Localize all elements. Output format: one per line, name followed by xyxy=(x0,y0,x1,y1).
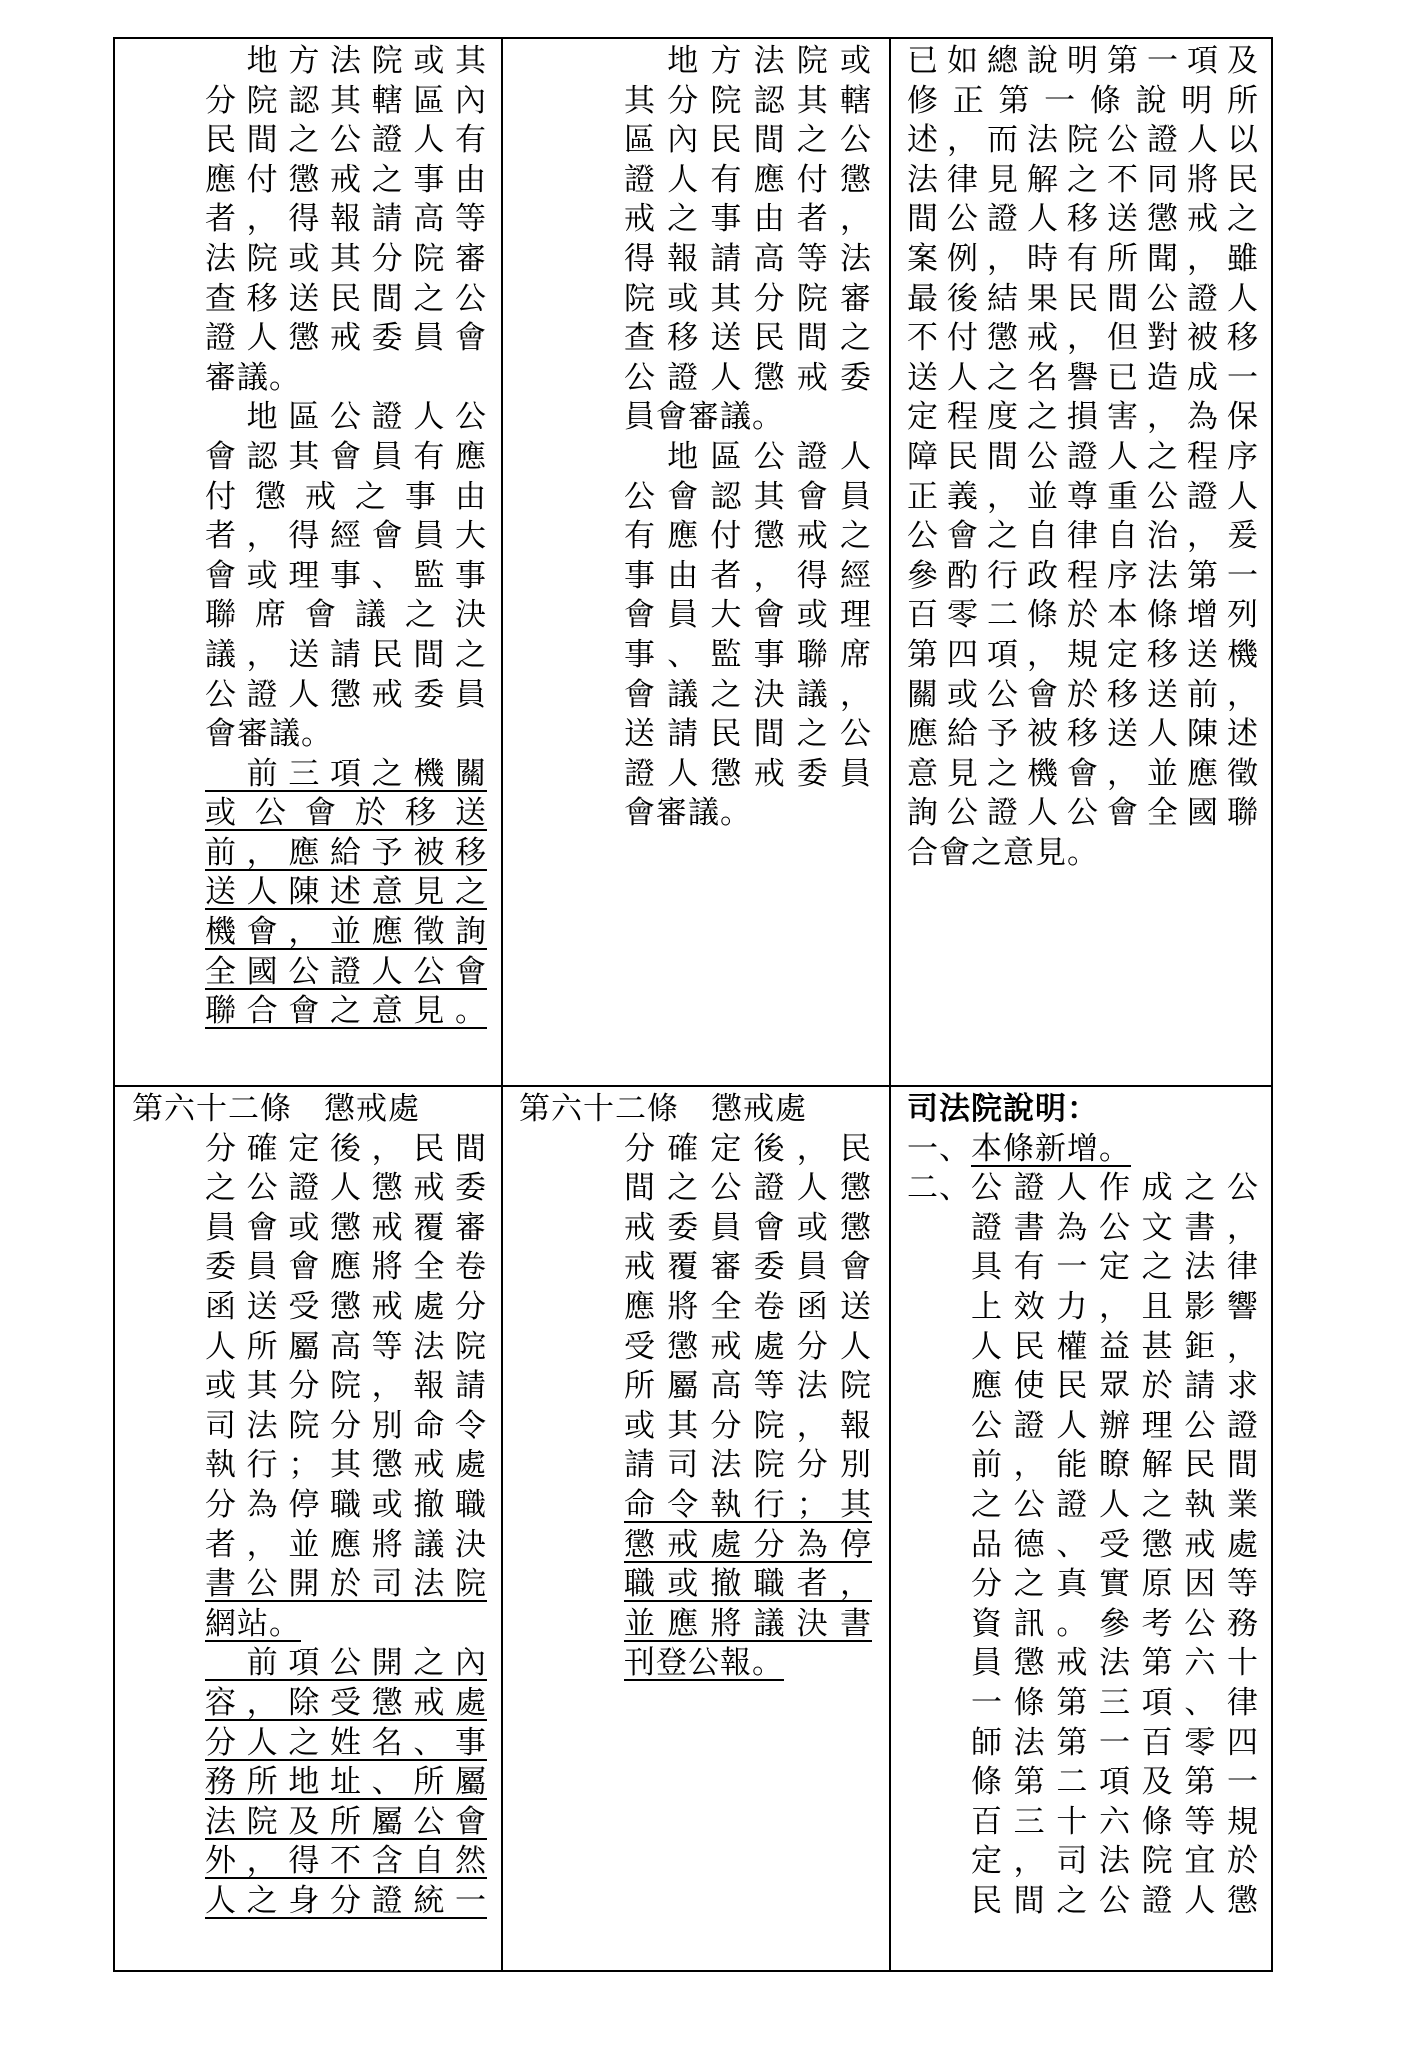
row1-explanation-cell xyxy=(907,42,1259,873)
text-line: 品德、受懲戒處 xyxy=(971,1526,1259,1563)
text-line: 證人懲戒委員會 xyxy=(205,320,487,357)
text-line: 會員大會或理 xyxy=(624,597,872,634)
text-line: 送請民間之公 xyxy=(624,716,872,753)
text-line: 會認其會員有應 xyxy=(205,438,487,475)
text-line: 分為停職或撤職 xyxy=(205,1486,487,1523)
text-line: 戒覆審委員會 xyxy=(624,1249,872,1286)
text-line: 應給予被移送人陳述 xyxy=(907,716,1259,753)
text-line: 之公證人懲戒委 xyxy=(205,1170,487,1207)
text-line: 職或撤職者， xyxy=(624,1566,872,1603)
text-line: 第四項，規定移送機 xyxy=(907,636,1259,673)
text-line: 述，而法院公證人以 xyxy=(907,122,1259,159)
explanation-heading: 司法院說明： xyxy=(907,1091,1099,1127)
text-line: 前項公開之內 xyxy=(205,1645,487,1682)
text-line: 並應將議決書 xyxy=(624,1605,872,1642)
text-line: 間之公證人懲 xyxy=(624,1170,872,1207)
text-line: 有應付懲戒之 xyxy=(624,518,872,555)
text-line: 公證人懲戒委 xyxy=(624,359,872,396)
text-line: 具有一定之法律 xyxy=(971,1249,1259,1286)
text-line: 分確定後，民 xyxy=(624,1130,872,1167)
text-line: 司法院分別命令 xyxy=(205,1407,487,1444)
text-line: 書公開於司法院 xyxy=(205,1566,487,1603)
text-line: 得報請高等法 xyxy=(624,240,872,277)
text-line: 應將全卷函送 xyxy=(624,1288,872,1325)
text-line: 其分院認其轄 xyxy=(624,82,872,119)
text-line: 員懲戒法第六十 xyxy=(971,1645,1259,1682)
text-line: 上效力，且影響 xyxy=(971,1288,1259,1325)
item-number: 一、 xyxy=(907,1130,971,1167)
text-line: 員會審議。 xyxy=(624,399,784,436)
text-line: 關或公會於移送前， xyxy=(907,676,1259,713)
text-line: 證書為公文書， xyxy=(971,1209,1259,1246)
text-line: 公會之自律自治，爰 xyxy=(907,518,1259,555)
text-line: 查移送民間之 xyxy=(624,320,872,357)
text-line: 分確定後，民間 xyxy=(205,1130,487,1167)
text-line: 應使民眾於請求 xyxy=(971,1368,1259,1405)
text-line: 公會認其會員 xyxy=(624,478,872,515)
row1-amended-text-cell xyxy=(205,42,487,1032)
text-line: 網站。 xyxy=(205,1605,301,1642)
text-line: 人之身分證統一 xyxy=(205,1882,487,1919)
text-line: 地區公證人公 xyxy=(205,399,487,436)
text-line: 外，得不含自然 xyxy=(205,1843,487,1880)
text-line: 議，送請民間之 xyxy=(205,636,487,673)
text-line: 資訊。參考公務 xyxy=(971,1605,1259,1642)
text-line: 民間之公證人有 xyxy=(205,122,487,159)
text-line: 務所地址、所屬 xyxy=(205,1764,487,1801)
text-line: 區內民間之公 xyxy=(624,122,872,159)
text-line: 證人懲戒委員 xyxy=(624,755,872,792)
text-line: 容，除受懲戒處 xyxy=(205,1684,487,1721)
text-line: 法律見解之不同將民 xyxy=(907,161,1259,198)
text-line: 條第二項及第一 xyxy=(971,1764,1259,1801)
text-line: 刊登公報。 xyxy=(624,1645,784,1682)
article-body xyxy=(624,1130,872,1684)
text-line: 者，得經會員大 xyxy=(205,518,487,555)
explanation-item-2 xyxy=(907,1169,1259,1209)
text-line: 人民權益甚鉅， xyxy=(971,1328,1259,1365)
text-line: 人所屬高等法院 xyxy=(205,1328,487,1365)
text-line: 或其分院，報請 xyxy=(205,1368,487,1405)
article-heading: 第六十二條 懲戒處 xyxy=(132,1091,420,1127)
text-line: 公證人辦理公證 xyxy=(971,1407,1259,1444)
text-line: 懲戒處分為停 xyxy=(624,1526,872,1563)
text-line: 前三項之機關 xyxy=(205,755,487,792)
text-line: 執行；其懲戒處 xyxy=(205,1447,487,1484)
text-line: 修正第一條說明所 xyxy=(907,82,1259,119)
row1-current-text-cell xyxy=(624,42,872,834)
text-line: 機會，並應徵詢 xyxy=(205,914,487,951)
article-heading: 第六十二條 懲戒處 xyxy=(519,1091,807,1127)
text-line: 分人之姓名、事 xyxy=(205,1724,487,1761)
text-line: 會或理事、監事 xyxy=(205,557,487,594)
row2-amended-text-cell xyxy=(132,1090,486,1921)
text-line: 或其分院，報 xyxy=(624,1407,872,1444)
text-line: 定，司法院宜於 xyxy=(971,1843,1259,1880)
text-line: 受懲戒處分人 xyxy=(624,1328,872,1365)
text-line: 請司法院分別 xyxy=(624,1447,872,1484)
column-divider-1 xyxy=(501,37,503,1972)
text-line: 證人有應付懲 xyxy=(624,161,872,198)
text-line: 者，並應將議決 xyxy=(205,1526,487,1563)
text-line: 地區公證人 xyxy=(624,438,872,475)
text-line: 公證人懲戒委員 xyxy=(205,676,487,713)
text-line: 詢公證人公會全國聯 xyxy=(907,795,1259,832)
text-line: 百三十六條等規 xyxy=(971,1803,1259,1840)
text-line: 聯席會議之決 xyxy=(205,597,487,634)
text-line: 者，得報請高等 xyxy=(205,201,487,238)
text-line: 命令執行；其 xyxy=(624,1486,872,1523)
text-line: 參酌行政程序法第一 xyxy=(907,557,1259,594)
text-line: 不付懲戒，但對被移 xyxy=(907,320,1259,357)
column-divider-2 xyxy=(889,37,891,1972)
text-line: 送人陳述意見之 xyxy=(205,874,487,911)
text-line: 戒之事由者， xyxy=(624,201,872,238)
text-line: 一條第三項、律 xyxy=(971,1684,1259,1721)
text-line: 正義，並尊重公證人 xyxy=(907,478,1259,515)
text-line: 戒委員會或懲 xyxy=(624,1209,872,1246)
item-text: 本條新增。 xyxy=(971,1130,1131,1167)
article-body xyxy=(205,1130,487,1922)
text-line: 送人之名譽已造成一 xyxy=(907,359,1259,396)
text-line: 付懲戒之事由 xyxy=(205,478,487,515)
text-line: 法院及所屬公會 xyxy=(205,1803,487,1840)
item-text: 公證人作成之公 xyxy=(971,1170,1259,1207)
text-line: 前，能瞭解民間 xyxy=(971,1447,1259,1484)
item-number: 二、 xyxy=(907,1170,971,1207)
text-line: 間公證人移送懲戒之 xyxy=(907,201,1259,238)
text-line: 審議。 xyxy=(205,359,301,396)
text-line: 已如總說明第一項及 xyxy=(907,43,1259,79)
text-line: 地方法院或 xyxy=(624,43,872,79)
explanation-item-2-body xyxy=(971,1209,1259,1922)
text-line: 事、監事聯席 xyxy=(624,636,872,673)
row-divider xyxy=(113,1085,1273,1087)
text-line: 所屬高等法院 xyxy=(624,1368,872,1405)
text-line: 意見之機會，並應徵 xyxy=(907,755,1259,792)
text-line: 前，應給予被移 xyxy=(205,834,487,871)
text-line: 會審議。 xyxy=(624,795,752,832)
text-line: 全國公證人公會 xyxy=(205,953,487,990)
text-line: 法院或其分院審 xyxy=(205,240,487,277)
text-line: 之公證人之執業 xyxy=(971,1486,1259,1523)
text-line: 員會或懲戒覆審 xyxy=(205,1209,487,1246)
text-line: 函送受懲戒處分 xyxy=(205,1288,487,1325)
text-line: 會議之決議， xyxy=(624,676,872,713)
text-line: 最後結果民間公證人 xyxy=(907,280,1259,317)
row2-current-text-cell xyxy=(519,1090,873,1684)
text-line: 聯合會之意見。 xyxy=(205,993,487,1030)
text-line: 委員會應將全卷 xyxy=(205,1249,487,1286)
text-line: 事由者，得經 xyxy=(624,557,872,594)
text-line: 會審議。 xyxy=(205,716,333,753)
text-line: 民間之公證人懲 xyxy=(971,1882,1259,1919)
text-line: 障民間公證人之程序 xyxy=(907,438,1259,475)
text-line: 百零二條於本條增列 xyxy=(907,597,1259,634)
text-line: 案例，時有所聞，雖 xyxy=(907,240,1259,277)
text-line: 師法第一百零四 xyxy=(971,1724,1259,1761)
row2-explanation-cell xyxy=(907,1090,1259,1921)
text-line: 或公會於移送 xyxy=(205,795,487,832)
text-line: 分之真實原因等 xyxy=(971,1566,1259,1603)
text-line: 地方法院或其 xyxy=(205,43,487,79)
text-line: 合會之意見。 xyxy=(907,834,1099,871)
text-line: 院或其分院審 xyxy=(624,280,872,317)
text-line: 應付懲戒之事由 xyxy=(205,161,487,198)
text-line: 查移送民間之公 xyxy=(205,280,487,317)
text-line: 定程度之損害，為保 xyxy=(907,399,1259,436)
explanation-item-1 xyxy=(907,1130,1259,1170)
text-line: 分院認其轄區內 xyxy=(205,82,487,119)
